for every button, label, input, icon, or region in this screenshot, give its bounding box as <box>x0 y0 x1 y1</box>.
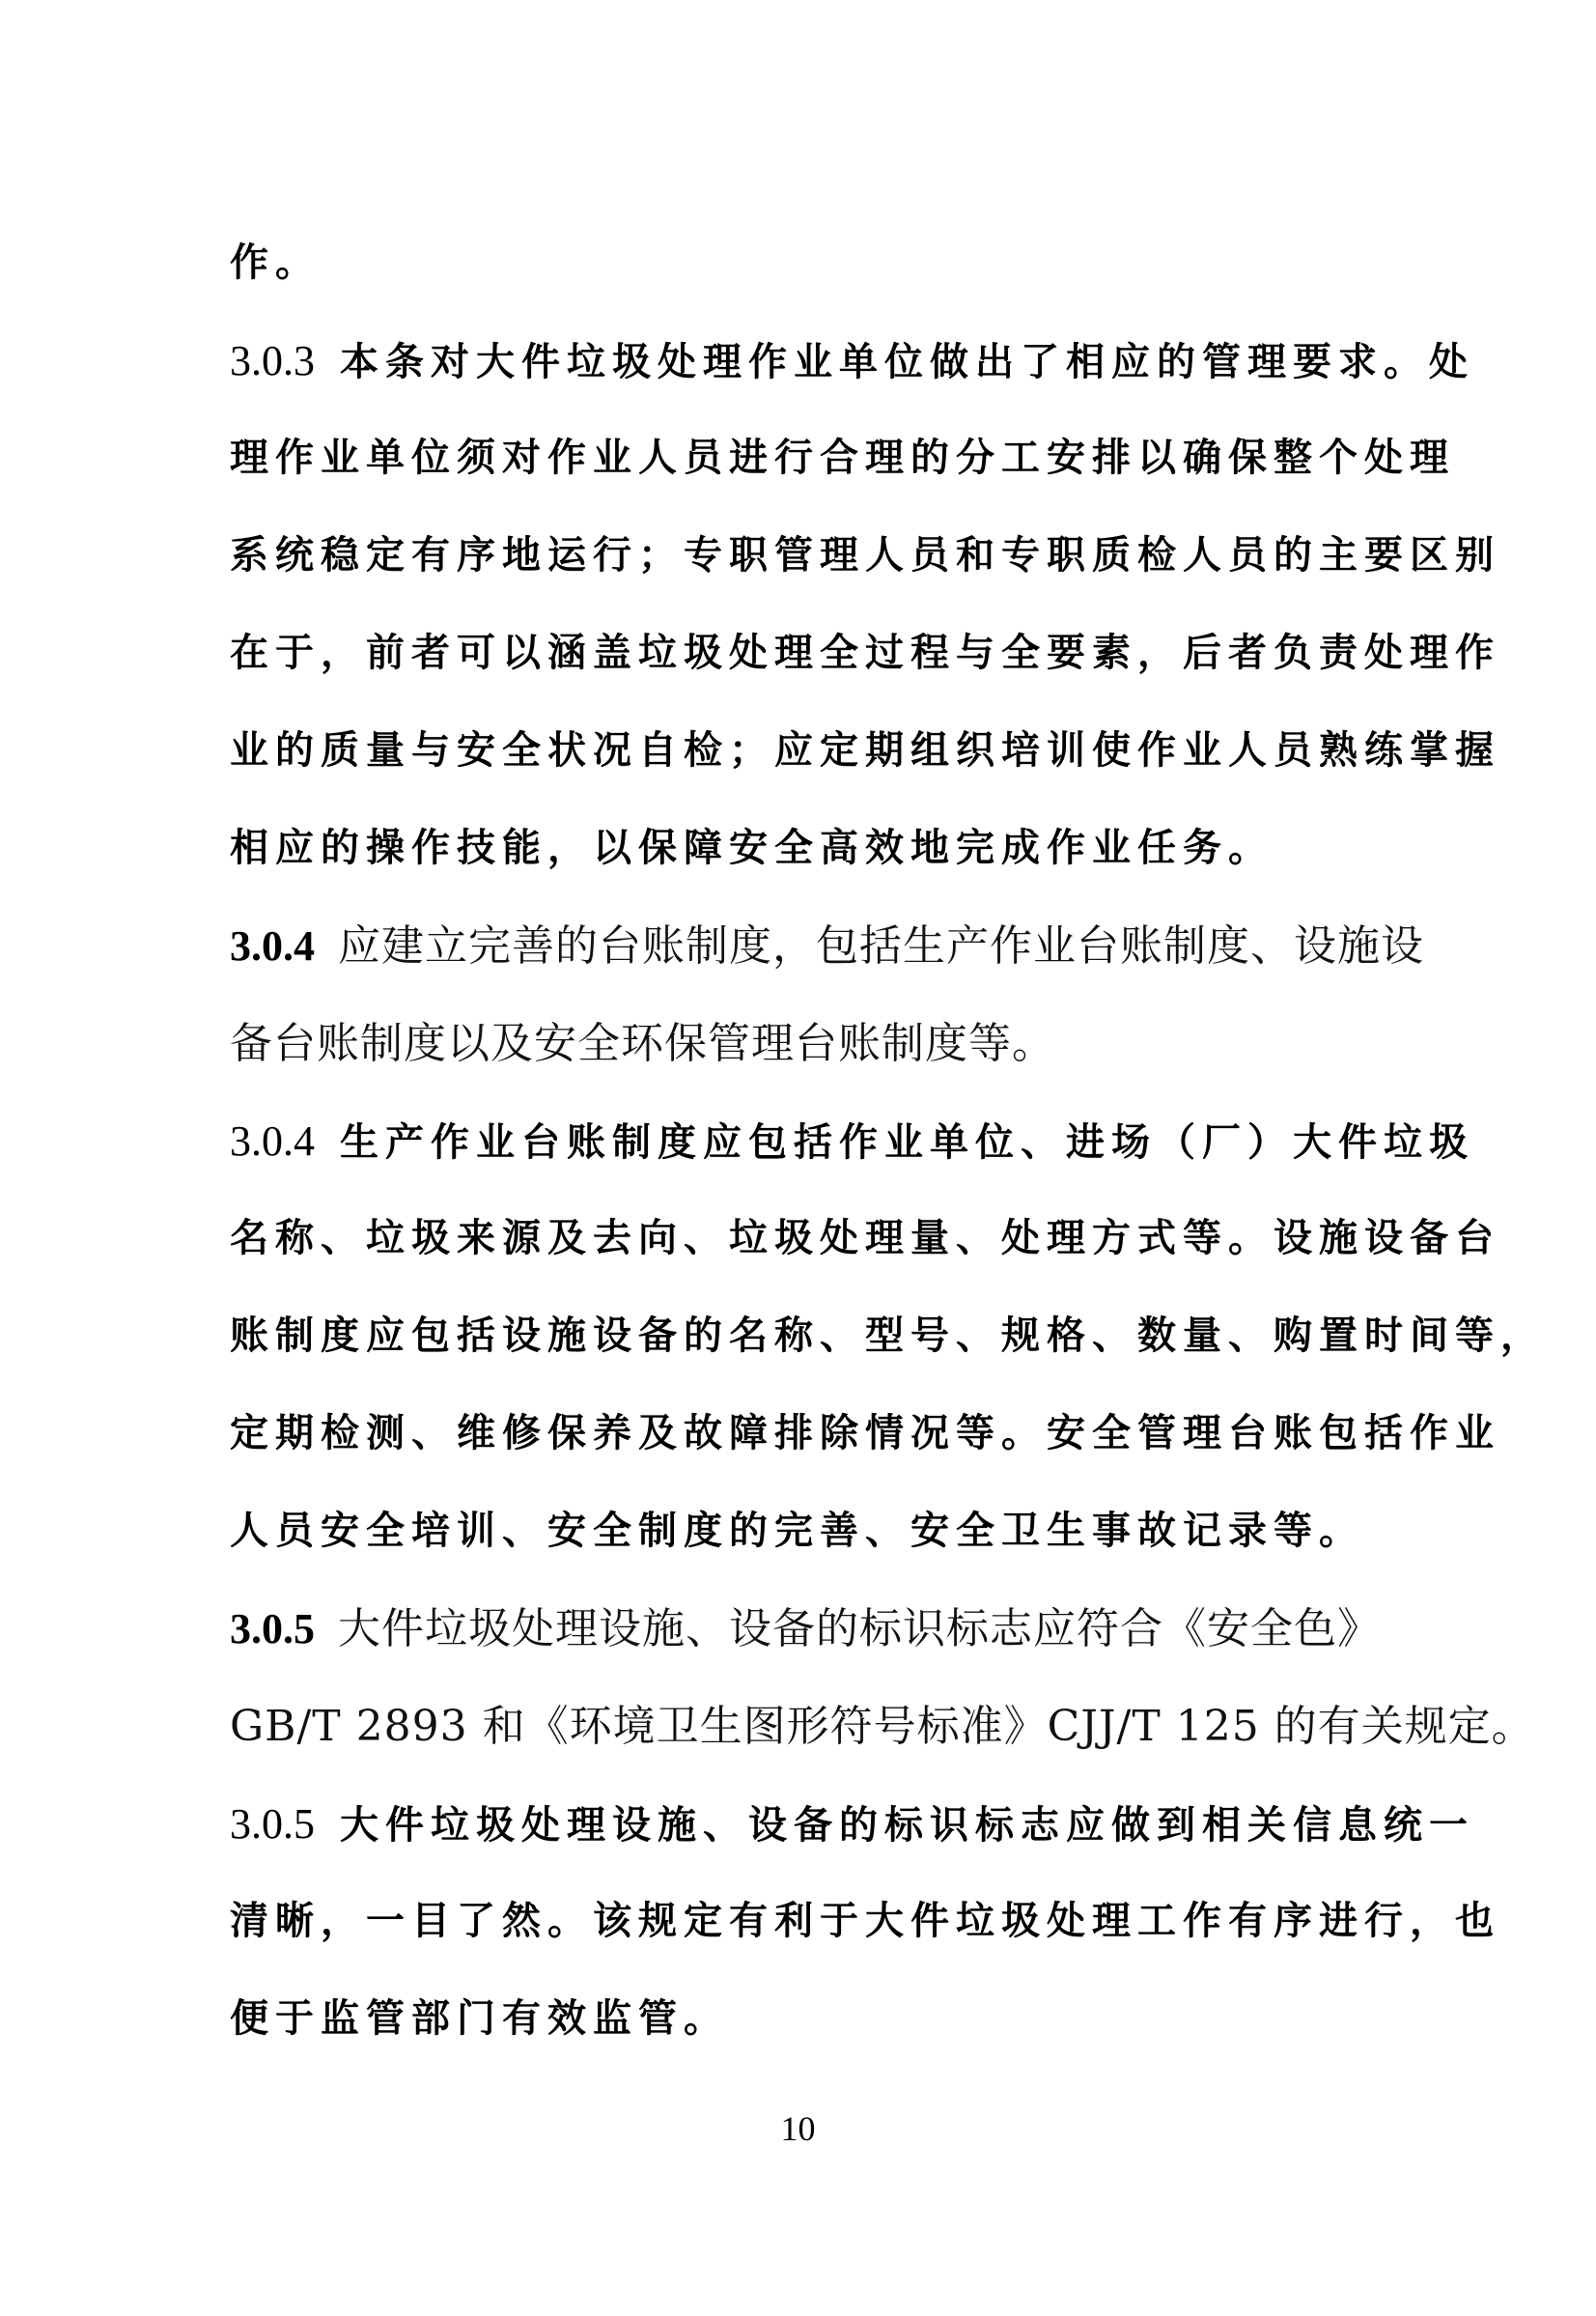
clause-number: 3.0.5 <box>230 1605 315 1652</box>
text-line: 业的质量与安全状况自检；应定期组织培训使作业人员熟练掌握 <box>230 728 1500 773</box>
clause-number: 3.0.4 <box>230 1117 315 1165</box>
explanation-continuation <box>230 214 1394 312</box>
clause-number: 3.0.3 <box>230 337 315 384</box>
text-line <box>230 897 1424 995</box>
text-line <box>230 312 1474 410</box>
text-line: 在于，前者可以涵盖垃圾处理全过程与全要素，后者负责处理作 <box>230 631 1500 675</box>
page-number: 10 <box>780 2109 816 2148</box>
text-run: 大件垃圾处理设施、设备的标识标志应符合《安全色》 <box>338 1604 1381 1653</box>
text-line: 清晰，一目了然。该规定有利于大件垃圾处理工作有序进行，也 <box>230 1899 1500 1943</box>
text-run: 生产作业台账制度应包括作业单位、进场（厂）大件垃圾 <box>340 1120 1474 1165</box>
explanation-3-0-5 <box>230 1775 1500 2068</box>
text-line <box>230 1092 1474 1190</box>
page-body <box>230 214 1546 2068</box>
text-line: 作。 <box>230 240 321 285</box>
text-line <box>230 1580 1394 1678</box>
clause-number: 3.0.5 <box>230 1800 315 1848</box>
clause-3-0-4 <box>230 897 1424 1092</box>
explanation-3-0-3 <box>230 312 1500 897</box>
clause-number: 3.0.4 <box>230 922 315 970</box>
text-line: 备台账制度以及安全环保管理台账制度等。 <box>230 1019 1055 1068</box>
text-line: 理作业单位须对作业人员进行合理的分工安排以确保整个处理 <box>230 436 1455 480</box>
text-run: 本条对大件垃圾处理作业单位做出了相应的管理要求。处 <box>340 340 1474 384</box>
text-line: GB/T 2893 和《环境卫生图形符号标准》CJJ/T 125 的有关规定。 <box>230 1702 1535 1751</box>
text-line: 名称、垃圾来源及去向、垃圾处理量、处理方式等。设施设备台 <box>230 1216 1500 1260</box>
text-run: 应建立完善的台账制度，包括生产作业台账制度、设施设 <box>338 921 1424 971</box>
text-run: 大件垃圾处理设施、设备的标识标志应做到相关信息统一 <box>340 1803 1474 1848</box>
text-line: 系统稳定有序地运行；专职管理人员和专职质检人员的主要区别 <box>230 533 1500 578</box>
text-line: 账制度应包括设施设备的名称、型号、规格、数量、购置时间等， <box>230 1313 1546 1358</box>
text-line: 人员安全培训、安全制度的完善、安全卫生事故记录等。 <box>230 1509 1364 1553</box>
clause-3-0-5 <box>230 1580 1535 1775</box>
explanation-3-0-4 <box>230 1092 1546 1580</box>
text-line <box>230 1775 1474 1873</box>
text-line: 相应的操作技能，以保障安全高效地完成作业任务。 <box>230 826 1274 870</box>
text-line: 定期检测、维修保养及故障排除情况等。安全管理台账包括作业 <box>230 1411 1500 1455</box>
text-line: 便于监管部门有效监管。 <box>230 1996 729 2041</box>
